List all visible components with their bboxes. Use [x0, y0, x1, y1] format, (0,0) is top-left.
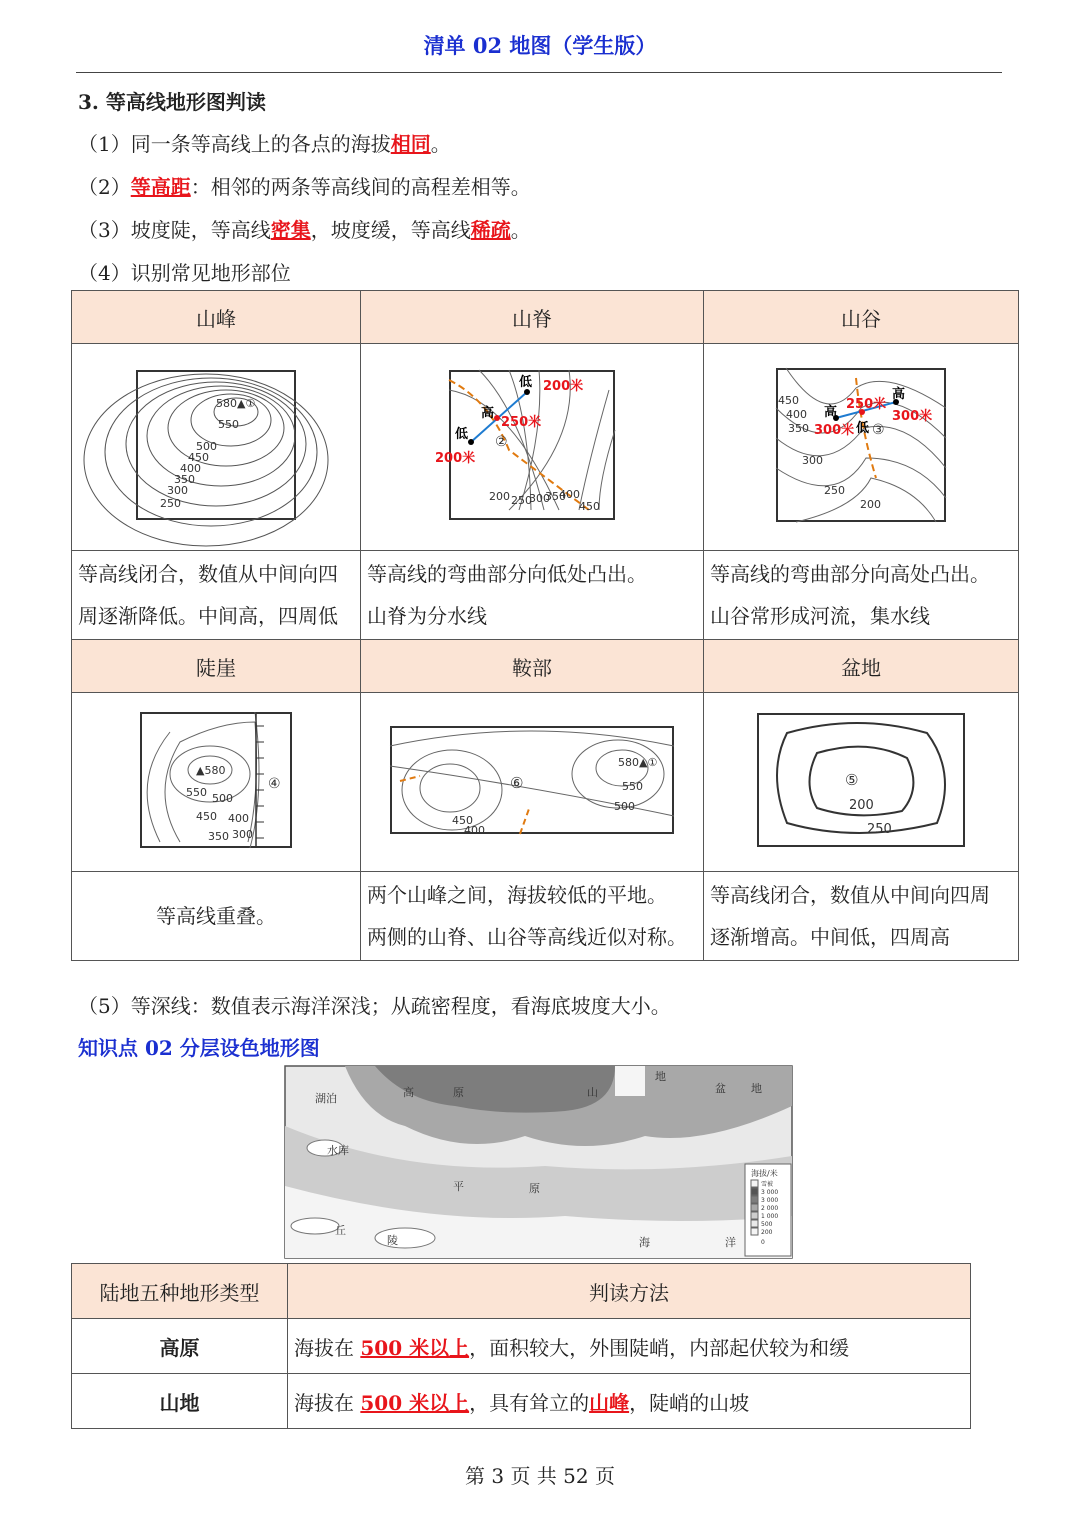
map-label: 水库	[327, 1144, 349, 1157]
contour-label: 350	[788, 421, 809, 435]
axis-label: 450	[579, 499, 600, 513]
landform-method: 海拔在 500 米以上，具有耸立的山峰，陡峭的山坡	[288, 1374, 971, 1429]
contour-label: 400	[228, 811, 249, 825]
ridge-low-top: 低	[519, 374, 533, 390]
basin-description: 等高线闭合，数值从中间向四周 逐渐增高。中间低，四周高	[704, 872, 1019, 961]
contour-label: 250	[160, 496, 181, 510]
cliff-contour-map	[140, 712, 292, 848]
ridge-circle: ②	[495, 433, 508, 450]
section-title: 3. 等高线地形图判读	[78, 90, 266, 114]
header-peak: 山峰	[72, 291, 361, 344]
header-basin: 盆地	[704, 640, 1019, 693]
contour-label: 400	[180, 461, 201, 475]
header-divider	[76, 72, 1002, 73]
ridge-high: 高	[481, 405, 495, 421]
ridge-description: 等高线的弯曲部分向低处凸出。 山脊为分水线	[361, 551, 704, 640]
terrain-map-svg	[285, 1066, 792, 1258]
map-label: 高	[403, 1086, 414, 1099]
contour-label: 200	[860, 497, 881, 511]
cliff-figure	[72, 693, 361, 872]
map-label: 地	[751, 1082, 762, 1095]
legend-item: 1 000	[761, 1213, 779, 1220]
contour-label: 200	[849, 797, 874, 813]
ridge-200b: 200米	[435, 450, 476, 466]
basin-circle: ⑤	[845, 770, 859, 789]
map-label: 平	[453, 1180, 464, 1193]
saddle-description: 两个山峰之间，海拔较低的平地。 两侧的山脊、山谷等高线近似对称。	[361, 872, 704, 961]
valley-description: 等高线的弯曲部分向高处凸出。 山谷常形成河流，集水线	[704, 551, 1019, 640]
cliff-description: 等高线重叠。	[72, 872, 361, 961]
ridge-low-left: 低	[455, 426, 469, 442]
map-label: 洋	[725, 1236, 736, 1249]
landform-type: 高原	[72, 1319, 288, 1374]
map-label: 原	[529, 1182, 540, 1195]
valley-contour-map	[776, 368, 946, 522]
layered-color-map	[285, 1066, 792, 1258]
axis-label: 400	[559, 487, 580, 501]
landform-table	[71, 1263, 971, 1429]
saddle-circle: ⑥	[510, 773, 524, 792]
contour-label: 500	[614, 799, 635, 813]
map-legend	[745, 1164, 791, 1256]
contour-label: 450	[196, 809, 217, 823]
peak-figure	[72, 344, 361, 551]
ridge-figure	[361, 344, 704, 551]
page-header: 清单 02 地图（学生版）	[423, 33, 657, 58]
contour-label: 400	[464, 823, 485, 837]
valley-high2: 高	[892, 386, 906, 402]
landform-method: 海拔在 500 米以上，面积较大，外围陡峭，内部起伏较为和缓	[288, 1319, 971, 1374]
map-label: 盆	[715, 1082, 726, 1095]
contour-label: 350	[174, 472, 195, 486]
peak-description: 等高线闭合，数值从中间向四 周逐渐降低。中间高，四周低	[72, 551, 361, 640]
axis-label: 350	[545, 489, 566, 503]
peak-contour-map	[136, 370, 296, 520]
rule-line-1: （1）同一条等高线上的各点的海拔相同。	[78, 132, 451, 156]
landform-header-method: 判读方法	[288, 1264, 971, 1319]
legend-item: 3 000	[761, 1189, 779, 1196]
contour-label: 450	[778, 393, 799, 407]
header-ridge: 山脊	[361, 291, 704, 344]
valley-high1: 高	[824, 404, 838, 420]
saddle-contour-map	[390, 726, 674, 837]
ridge-250: 250米	[501, 414, 542, 430]
saddle-figure	[361, 693, 704, 872]
rule-line-5: （5）等深线：数值表示海洋深浅；从疏密程度，看海底坡度大小。	[78, 994, 671, 1018]
contour-label: 450	[188, 450, 209, 464]
rule-line-4: （4）识别常见地形部位	[78, 261, 291, 285]
contour-label: 250	[867, 821, 892, 837]
legend-title: 海拔/米	[751, 1169, 778, 1178]
axis-label: 300	[529, 491, 550, 505]
valley-circle: ③	[872, 421, 885, 438]
landform-type: 山地	[72, 1374, 288, 1429]
contour-label: 250	[824, 483, 845, 497]
contour-label: 400	[786, 407, 807, 421]
saddle-peak-label: 580▲①	[618, 755, 658, 769]
legend-item: 200	[761, 1229, 773, 1236]
rule-line-3: （3）坡度陡，等高线密集，坡度缓，等高线稀疏。	[78, 218, 531, 242]
legend-item: 3 000	[761, 1197, 779, 1204]
landform-header-type: 陆地五种地形类型	[72, 1264, 288, 1319]
map-label: 原	[453, 1086, 464, 1099]
contour-label: 550	[218, 417, 239, 431]
map-label: 山	[587, 1086, 598, 1099]
valley-figure	[704, 344, 1019, 551]
valley-250: 250米	[846, 396, 887, 412]
ridge-200a: 200米	[543, 378, 584, 394]
basin-contour-map	[757, 713, 965, 847]
contour-label: 500	[196, 439, 217, 453]
contour-label: 300	[167, 483, 188, 497]
header-cliff: 陡崖	[72, 640, 361, 693]
contour-label: 350	[208, 829, 229, 843]
peak-top-label: 580▲①	[216, 396, 256, 410]
contour-label: 550	[622, 779, 643, 793]
header-valley: 山谷	[704, 291, 1019, 344]
cliff-top-label: ▲580	[196, 763, 226, 777]
contour-label: 450	[452, 813, 473, 827]
axis-label: 250	[511, 493, 532, 507]
ridge-contour-map	[435, 370, 615, 520]
knowledge-point-title: 知识点 02 分层设色地形图	[78, 1036, 320, 1060]
axis-label: 200	[489, 489, 510, 503]
legend-item: 雪被	[761, 1181, 774, 1188]
legend-item: 0	[761, 1239, 765, 1246]
contour-label: 300	[232, 827, 253, 841]
contour-label: 300	[802, 453, 823, 467]
header-saddle: 鞍部	[361, 640, 704, 693]
rule-line-2: （2）等高距：相邻的两条等高线间的高程差相等。	[78, 175, 531, 199]
map-label: 地	[655, 1070, 666, 1083]
valley-300a: 300米	[892, 408, 933, 424]
map-label: 陵	[387, 1234, 398, 1247]
contour-label: 500	[212, 791, 233, 805]
valley-300b: 300米	[814, 422, 855, 438]
valley-low: 低	[856, 420, 870, 436]
map-label: 海	[639, 1236, 650, 1249]
legend-item: 2 000	[761, 1205, 779, 1212]
cliff-circle: ④	[268, 775, 281, 792]
map-label: 湖泊	[315, 1092, 337, 1105]
legend-item: 500	[761, 1221, 773, 1228]
contour-label: 550	[186, 785, 207, 799]
basin-figure	[704, 693, 1019, 872]
page-footer: 第 3 页 共 52 页	[465, 1464, 615, 1488]
terrain-table	[71, 290, 1019, 961]
map-label: 丘	[335, 1224, 346, 1237]
